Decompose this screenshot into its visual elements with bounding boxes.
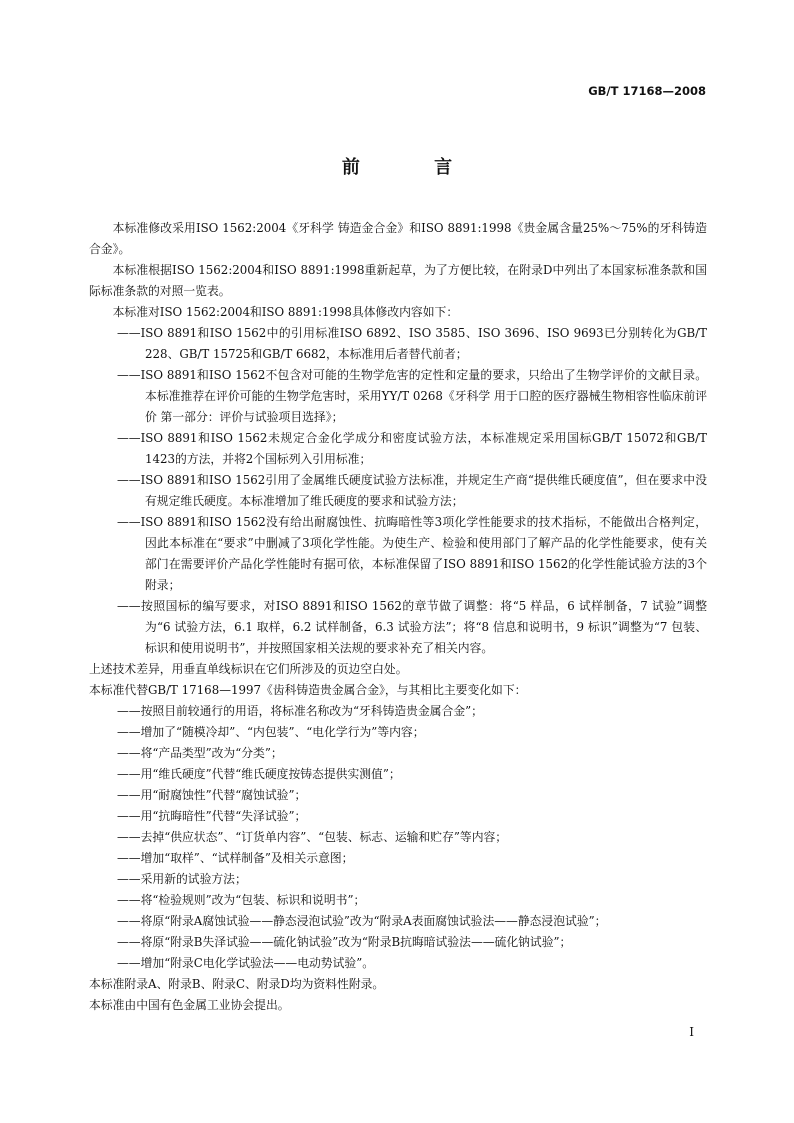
list-item: ——采用新的试验方法； xyxy=(117,872,247,886)
list-item: ——增加了“随模冷却”、“内包装”、“电化学行为”等内容； xyxy=(117,725,425,739)
paragraph: 本标准对ISO 1562:2004和ISO 8891:1998具体修改内容如下： xyxy=(112,305,459,319)
list-item: ——将原“附录A腐蚀试验——静态浸泡试验”改为“附录A表面腐蚀试验法——静态浸泡试验”； xyxy=(117,914,607,928)
list-item: ——将“产品类型”改为“分类”； xyxy=(117,746,283,760)
list-item: ——ISO 8891和ISO 1562不包含对可能的生物学危害的定性和定量的要求，只给出了生物学评价的文献目录。本标准推荐在评价可能的生物学危害时，采用YY/T 0268《牙科学 用于口腔的医疗器械生物相容性临床前评价 第一部分：评价与试验项目选择》； xyxy=(117,368,707,424)
list-item: ——ISO 8891和ISO 1562中的引用标准ISO 6892、ISO 3585、ISO 3696、ISO 9693已分别转化为GB/T 228、GB/T 15725和GB/T 6682，本标准用后者替代前者； xyxy=(117,326,707,361)
list-item: ——按照国标的编写要求，对ISO 8891和ISO 1562的章节做了调整：将“5 样品，6 试样制备，7 试验”调整为“6 试验方法，6.1 取样，6.2 试样制备，6.3 试验方法”；将“8 信息和说明书，9 标识”调整为“7 包装、标识和使用说明书”，并按照国家相关法规的要求补充了相关内容。 xyxy=(117,599,707,655)
list-item: ——用“耐腐蚀性”代替“腐蚀试验”； xyxy=(117,788,307,802)
page-number: I xyxy=(689,1025,694,1039)
list-item: ——ISO 8891和ISO 1562引用了金属维氏硬度试验方法标准，并规定生产商“提供维氏硬度值”，但在要求中没有规定维氏硬度。本标准增加了维氏硬度的要求和试验方法； xyxy=(117,473,707,508)
list-item: ——用“抗晦暗性”代替“失泽试验”； xyxy=(117,809,307,823)
paragraph: 本标准根据ISO 1562:2004和ISO 8891:1998重新起草，为了方便比较，在附录D中列出了本国家标准条款和国际标准条款的对照一览表。 xyxy=(89,263,707,298)
foreword-body xyxy=(89,218,707,1016)
paragraph: 本标准附录A、附录B、附录C、附录D均为资料性附录。 xyxy=(89,977,385,991)
list-item: ——将原“附录B失泽试验——硫化钠试验”改为“附录B抗晦暗试验法——硫化钠试验”； xyxy=(117,935,572,949)
list-item: ——将“检验规则”改为“包装、标识和说明书”； xyxy=(117,893,366,907)
list-item: ——去掉“供应状态”、“订货单内容”、“包装、标志、运输和贮存”等内容； xyxy=(117,830,508,844)
paragraph: 本标准修改采用ISO 1562:2004《牙科学 铸造金合金》和ISO 8891:1998《贵金属含量25%～75%的牙科铸造合金》。 xyxy=(89,221,707,256)
paragraph: 上述技术差异，用垂直单线标识在它们所涉及的页边空白处。 xyxy=(89,662,408,676)
page-title: 前 言 xyxy=(341,157,487,178)
list-item: ——增加“附录C电化学试验法——电动势试验”。 xyxy=(117,956,375,970)
list-item: ——按照目前较通行的用语，将标准名称改为“牙科铸造贵金属合金”； xyxy=(117,704,483,718)
list-item: ——用“维氏硬度”代替“维氏硬度按铸态提供实测值”； xyxy=(117,767,401,781)
paragraph: 本标准代替GB/T 17168—1997《齿科铸造贵金属合金》，与其相比主要变化如下： xyxy=(89,683,527,697)
paragraph: 本标准由中国有色金属工业协会提出。 xyxy=(89,998,290,1012)
list-item: ——ISO 8891和ISO 1562没有给出耐腐蚀性、抗晦暗性等3项化学性能要求的技术指标，不能做出合格判定，因此本标准在“要求”中删减了3项化学性能。为使生产、检验和使用部门了解产品的化学性能要求，使有关部门在需要评价产品化学性能时有据可依，本标准保留了ISO 8891和ISO 1562的化学性能试验方法的3个附录； xyxy=(117,515,707,592)
list-item: ——ISO 8891和ISO 1562未规定合金化学成分和密度试验方法，本标准规定采用国标GB/T 15072和GB/T 1423的方法，并将2个国标列入引用标准； xyxy=(117,431,707,466)
standard-code: GB/T 17168—2008 xyxy=(588,84,706,98)
list-item: ——增加“取样”、“试样制备”及相关示意图； xyxy=(117,851,354,865)
